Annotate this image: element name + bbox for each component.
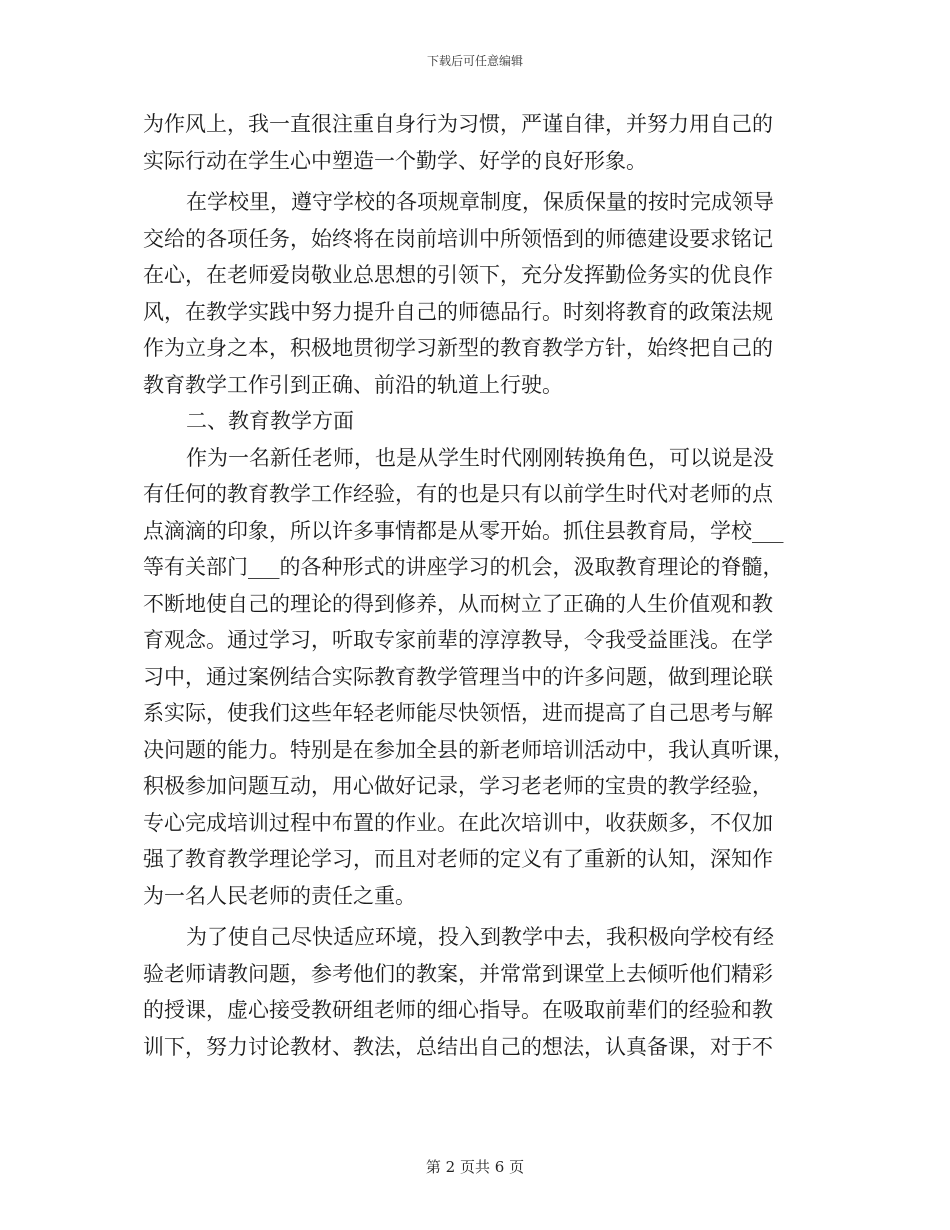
page-number: 第 2 页共 6 页	[425, 1158, 525, 1176]
text-line: 系实际，使我们这些年轻老师能尽快领悟，进而提高了自己思考与解	[143, 701, 773, 725]
text-line: 交给的各项任务，始终将在岗前培训中所领悟到的师德建设要求铭记	[143, 226, 773, 251]
text-line: 为作风上，我一直很注重自身行为习惯，严谨自律，并努力用自己的	[143, 112, 773, 136]
text-line: 育观念。通过学习，听取专家前辈的淳淳教导，令我受益匪浅。在学	[143, 628, 773, 652]
text-line: 的授课，虚心接受教研组老师的细心指导。在吸取前辈们的经验和教	[143, 998, 773, 1022]
text-line: 等有关部门___的各种形式的讲座学习的机会，汲取教育理论的脊髓，	[143, 555, 784, 579]
paragraph-start-line: 作为一名新任老师，也是从学生时代刚刚转换角色，可以说是没	[186, 445, 774, 470]
text-line: 有任何的教育教学工作经验，有的也是只有以前学生时代对老师的点	[143, 482, 773, 506]
document-body	[143, 106, 807, 1065]
section-heading: 二、教育教学方面	[186, 409, 354, 433]
text-line: 强了教育教学理论学习，而且对老师的定义有了重新的认知，深知作	[143, 847, 773, 871]
text-line: 风，在教学实践中努力提升自己的师德品行。时刻将教育的政策法规	[143, 299, 773, 324]
paragraph-start-line: 在学校里，遵守学校的各项规章制度，保质保量的按时完成领导	[186, 190, 774, 214]
text-line: 点滴滴的印象，所以许多事情都是从零开始。抓住县教育局，学校___	[143, 518, 784, 543]
text-line: 作为立身之本，积极地贯彻学习新型的教育教学方针，始终把自己的	[143, 336, 773, 360]
text-line: 训下，努力讨论教材、教法，总结出自己的想法，认真备课，对于不	[143, 1034, 773, 1059]
text-line: 决问题的能力。特别是在参加全县的新老师培训活动中，我认真听课，	[143, 737, 794, 762]
text-line: 专心完成培训过程中布置的作业。在此次培训中，收获颇多，不仅加	[143, 810, 773, 835]
text-line: 教育教学工作引到正确、前沿的轨道上行驶。	[143, 372, 563, 397]
page-header-note: 下载后可任意编辑	[426, 54, 523, 68]
text-line: 习中，通过案例结合实际教育教学管理当中的许多问题，做到理论联	[143, 664, 773, 689]
text-line: 不断地使自己的理论的得到修养，从而树立了正确的人生价值观和教	[143, 591, 773, 616]
text-line: 为一名人民老师的责任之重。	[143, 883, 416, 908]
text-line: 在心，在老师爱岗敬业总思想的引领下，充分发挥勤俭务实的优良作	[143, 263, 773, 287]
text-line: 积极参加问题互动，用心做好记录，学习老老师的宝贵的教学经验，	[143, 774, 773, 798]
paragraph-start-line: 为了使自己尽快适应环境，投入到教学中去，我积极向学校有经	[186, 925, 774, 949]
text-line: 验老师请教问题，参考他们的教案，并常常到课堂上去倾听他们精彩	[143, 961, 773, 986]
text-line: 实际行动在学生心中塑造一个勤学、好学的良好形象。	[143, 148, 647, 173]
